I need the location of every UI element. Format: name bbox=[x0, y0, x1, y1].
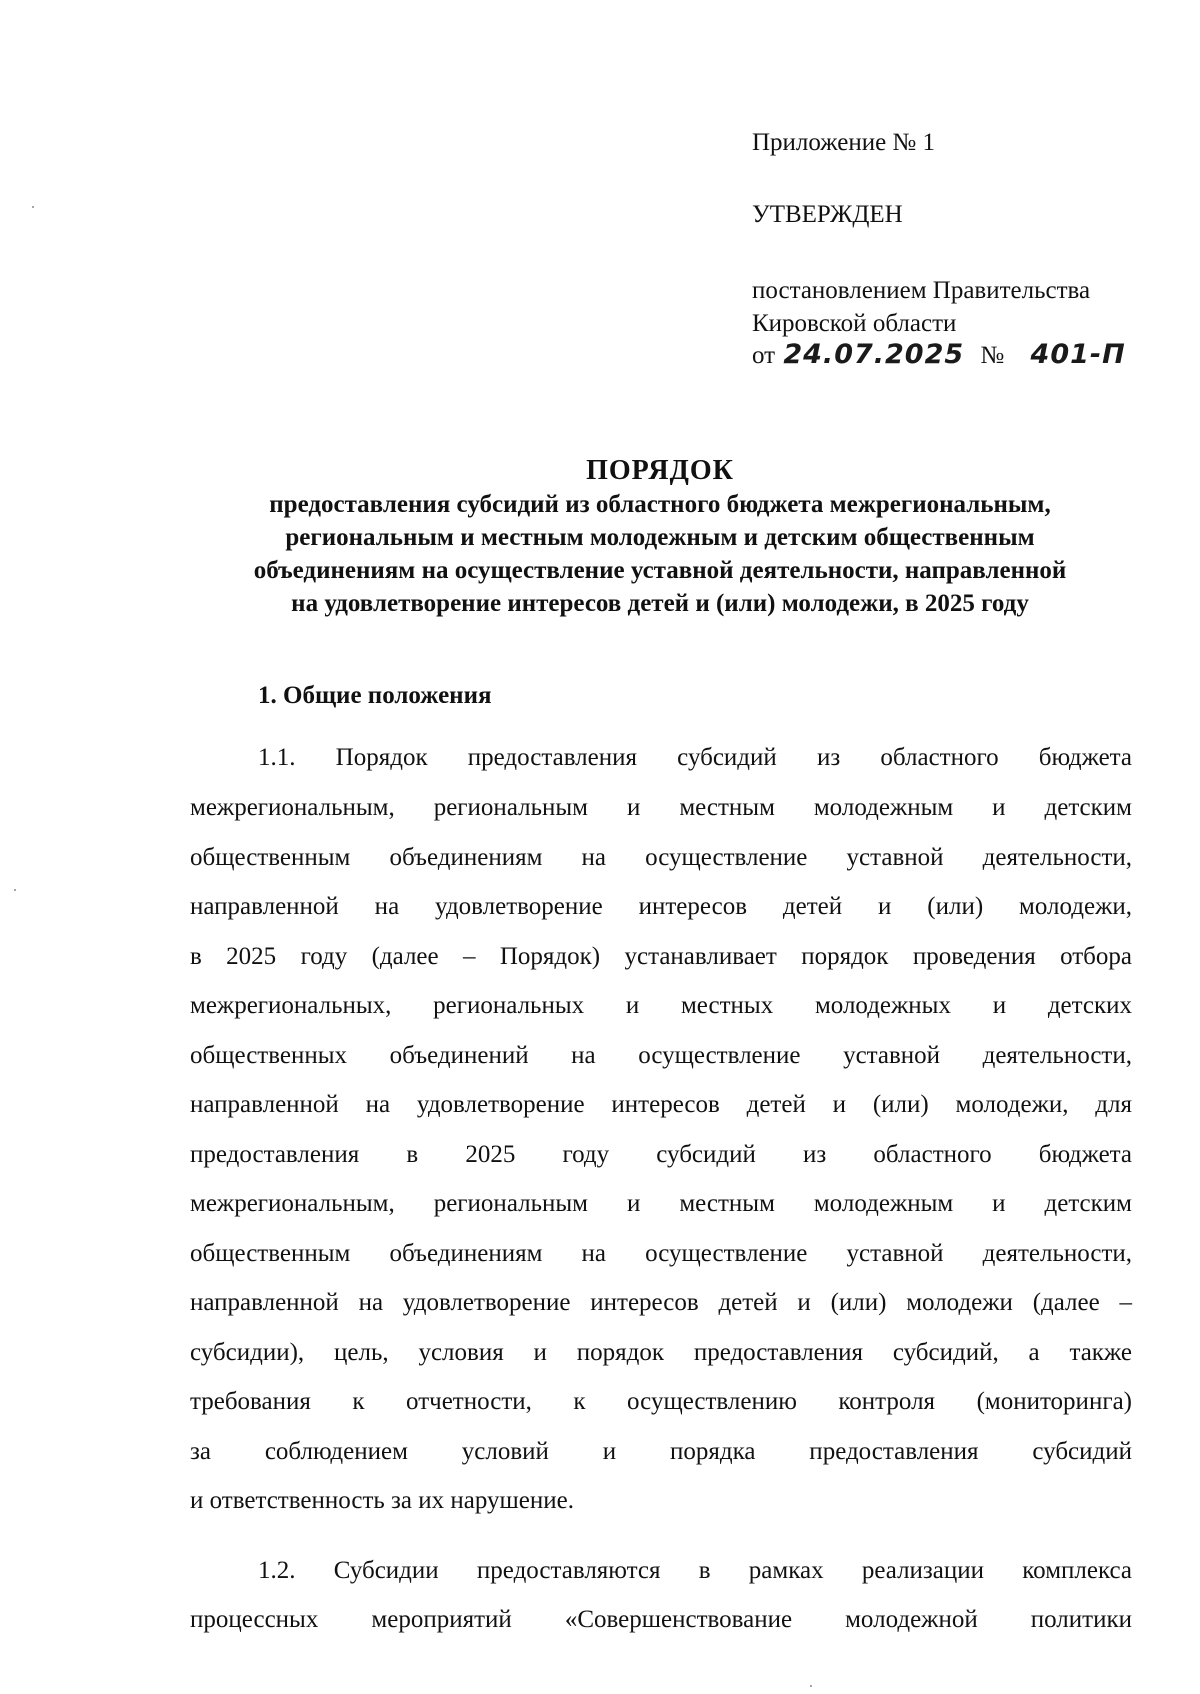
title-sub-line: объединениям на осуществление уставной деятельности, направленной bbox=[253, 557, 1067, 584]
paragraph-line: субсидии), цель, условия и порядок предоставления субсидий, а также bbox=[190, 1339, 1132, 1366]
paragraph-line: общественным объединениям на осуществление уставной деятельности, bbox=[190, 1240, 1132, 1267]
paragraph-line: за соблюдением условий и порядка предоставления субсидий bbox=[190, 1438, 1132, 1465]
paragraph-line: и ответственность за их нарушение. bbox=[190, 1487, 574, 1514]
resolution-line-1: постановлением Правительства bbox=[752, 277, 1091, 304]
paragraph-line: направленной на удовлетворение интересов детей и (или) молодежи (далее – bbox=[190, 1289, 1132, 1316]
approved-label: УТВЕРЖДЕН bbox=[752, 201, 903, 228]
section-heading: 1. Общие положения bbox=[258, 682, 492, 709]
paragraph-line: в 2025 году (далее – Порядок) устанавливает порядок проведения отбора bbox=[190, 943, 1132, 970]
title-sub-line: на удовлетворение интересов детей и (или) молодежи, в 2025 году bbox=[291, 590, 1029, 617]
paragraph-line: общественных объединений на осуществление уставной деятельности, bbox=[190, 1042, 1132, 1069]
title-sub-line: региональным и местным молодежным и детским общественным bbox=[285, 524, 1035, 551]
document-title bbox=[160, 454, 1160, 620]
date-prefix: от bbox=[752, 342, 776, 369]
date-number-line bbox=[752, 338, 1126, 372]
title-sub-line: предоставления субсидий из областного бюджета межрегиональным, bbox=[269, 491, 1051, 518]
paragraph-line: межрегиональным, региональным и местным молодежным и детским bbox=[190, 1190, 1132, 1217]
paragraph-line: требования к отчетности, к осуществлению контроля (мониторинга) bbox=[190, 1388, 1132, 1415]
paragraph-line: процессных мероприятий «Совершенствование молодежной политики bbox=[190, 1606, 1132, 1633]
paragraph-line: предоставления в 2025 году субсидий из областного бюджета bbox=[190, 1141, 1132, 1168]
paragraph-line: направленной на удовлетворение интересов детей и (или) молодежи, для bbox=[190, 1091, 1132, 1118]
handwritten-date: 24.07.2025 bbox=[783, 339, 965, 370]
handwritten-number: 401-П bbox=[1030, 339, 1126, 370]
annex-label: Приложение № 1 bbox=[752, 129, 936, 156]
paragraph-line: 1.2. Субсидии предоставляются в рамках реализации комплекса bbox=[258, 1557, 1132, 1584]
paragraph-line: 1.1. Порядок предоставления субсидий из областного бюджета bbox=[258, 744, 1132, 771]
scan-speck bbox=[810, 1685, 812, 1687]
title-main: ПОРЯДОК bbox=[586, 455, 734, 486]
number-sign: № bbox=[980, 342, 1005, 369]
scan-speck bbox=[32, 206, 34, 208]
resolution-line-2: Кировской области bbox=[752, 310, 957, 337]
paragraph-line: общественным объединениям на осуществление уставной деятельности, bbox=[190, 844, 1132, 871]
paragraph-line: межрегиональных, региональных и местных молодежных и детских bbox=[190, 992, 1132, 1019]
scan-speck bbox=[14, 889, 16, 891]
paragraph-line: межрегиональным, региональным и местным молодежным и детским bbox=[190, 794, 1132, 821]
paragraph-line: направленной на удовлетворение интересов детей и (или) молодежи, bbox=[190, 893, 1132, 920]
